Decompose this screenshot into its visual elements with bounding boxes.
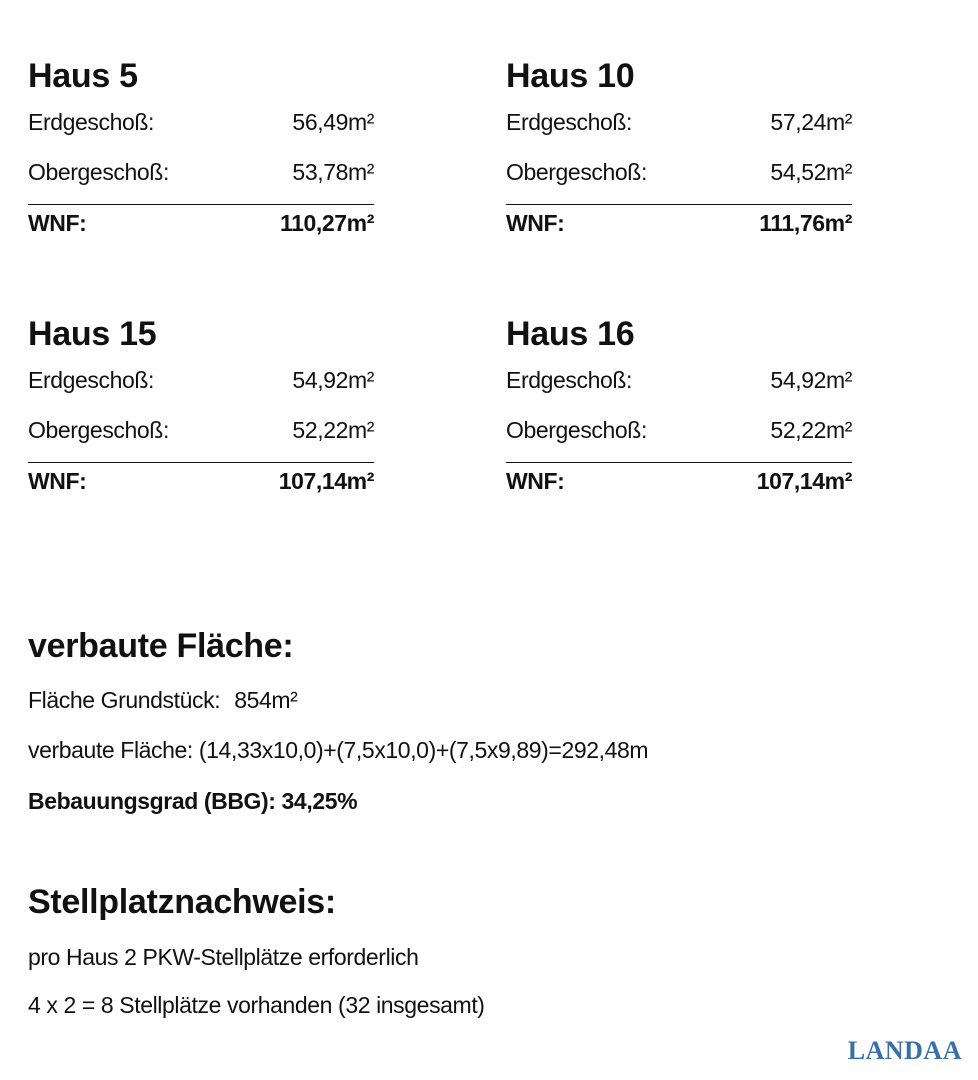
wnf-value: 110,27m²: [280, 210, 374, 236]
house-title: Haus 16: [506, 315, 635, 353]
house-block-haus-16: [506, 314, 852, 494]
obergeschoss-label: Obergeschoß:: [28, 417, 169, 443]
erdgeschoss-value: 56,49m²: [292, 109, 374, 135]
bebauungsgrad-line: Bebauungsgrad (BBG): 34,25%: [28, 788, 358, 814]
erdgeschoss-label: Erdgeschoß:: [28, 367, 154, 393]
house-block-haus-5: [28, 56, 374, 236]
wnf-value: 107,14m²: [756, 468, 852, 494]
obergeschoss-label: Obergeschoß:: [506, 417, 647, 443]
wnf-label: WNF:: [28, 468, 87, 494]
stellplatz-available-line: 4 x 2 = 8 Stellplätze vorhanden (32 insgesamt): [28, 992, 485, 1018]
house-title: Haus 10: [506, 57, 635, 95]
erdgeschoss-value: 57,24m²: [770, 109, 852, 135]
obergeschoss-label: Obergeschoß:: [28, 159, 169, 185]
obergeschoss-value: 52,22m²: [292, 417, 374, 443]
house-title: Haus 15: [28, 315, 157, 353]
wnf-label: WNF:: [28, 210, 87, 236]
obergeschoss-row: [506, 416, 852, 444]
wnf-row: [506, 204, 852, 236]
obergeschoss-label: Obergeschoß:: [506, 159, 647, 185]
grundstueck-label: Fläche Grundstück:: [28, 687, 221, 713]
grundstueck-value: 854m²: [234, 687, 298, 713]
wnf-label: WNF:: [506, 468, 565, 494]
verbaute-flaeche-calculation: verbaute Fläche: (14,33x10,0)+(7,5x10,0)+(7,5x9,89)=292,48m: [28, 737, 649, 763]
erdgeschoss-label: Erdgeschoß:: [506, 109, 632, 135]
erdgeschoss-row: [28, 366, 374, 394]
erdgeschoss-label: Erdgeschoß:: [28, 109, 154, 135]
wnf-value: 111,76m²: [759, 210, 852, 236]
erdgeschoss-label: Erdgeschoß:: [506, 367, 632, 393]
obergeschoss-value: 53,78m²: [292, 159, 374, 185]
house-block-haus-10: [506, 56, 852, 236]
wnf-row: [28, 462, 374, 494]
wnf-row: [506, 462, 852, 494]
grundstueck-line: [28, 686, 297, 714]
erdgeschoss-value: 54,92m²: [770, 367, 852, 393]
landaa-logo: LANDAA: [847, 1036, 962, 1065]
wnf-value: 107,14m²: [278, 468, 374, 494]
wnf-label: WNF:: [506, 210, 565, 236]
stellplatz-requirement-line: pro Haus 2 PKW-Stellplätze erforderlich: [28, 944, 419, 970]
obergeschoss-row: [28, 158, 374, 186]
erdgeschoss-row: [28, 108, 374, 136]
obergeschoss-row: [506, 158, 852, 186]
stellplatznachweis-heading: Stellplatznachweis:: [28, 883, 336, 921]
verbaute-flaeche-heading: verbaute Fläche:: [28, 627, 294, 665]
house-block-haus-15: [28, 314, 374, 494]
erdgeschoss-row: [506, 366, 852, 394]
erdgeschoss-value: 54,92m²: [292, 367, 374, 393]
obergeschoss-row: [28, 416, 374, 444]
obergeschoss-value: 52,22m²: [770, 417, 852, 443]
wnf-row: [28, 204, 374, 236]
house-title: Haus 5: [28, 57, 138, 95]
erdgeschoss-row: [506, 108, 852, 136]
obergeschoss-value: 54,52m²: [770, 159, 852, 185]
